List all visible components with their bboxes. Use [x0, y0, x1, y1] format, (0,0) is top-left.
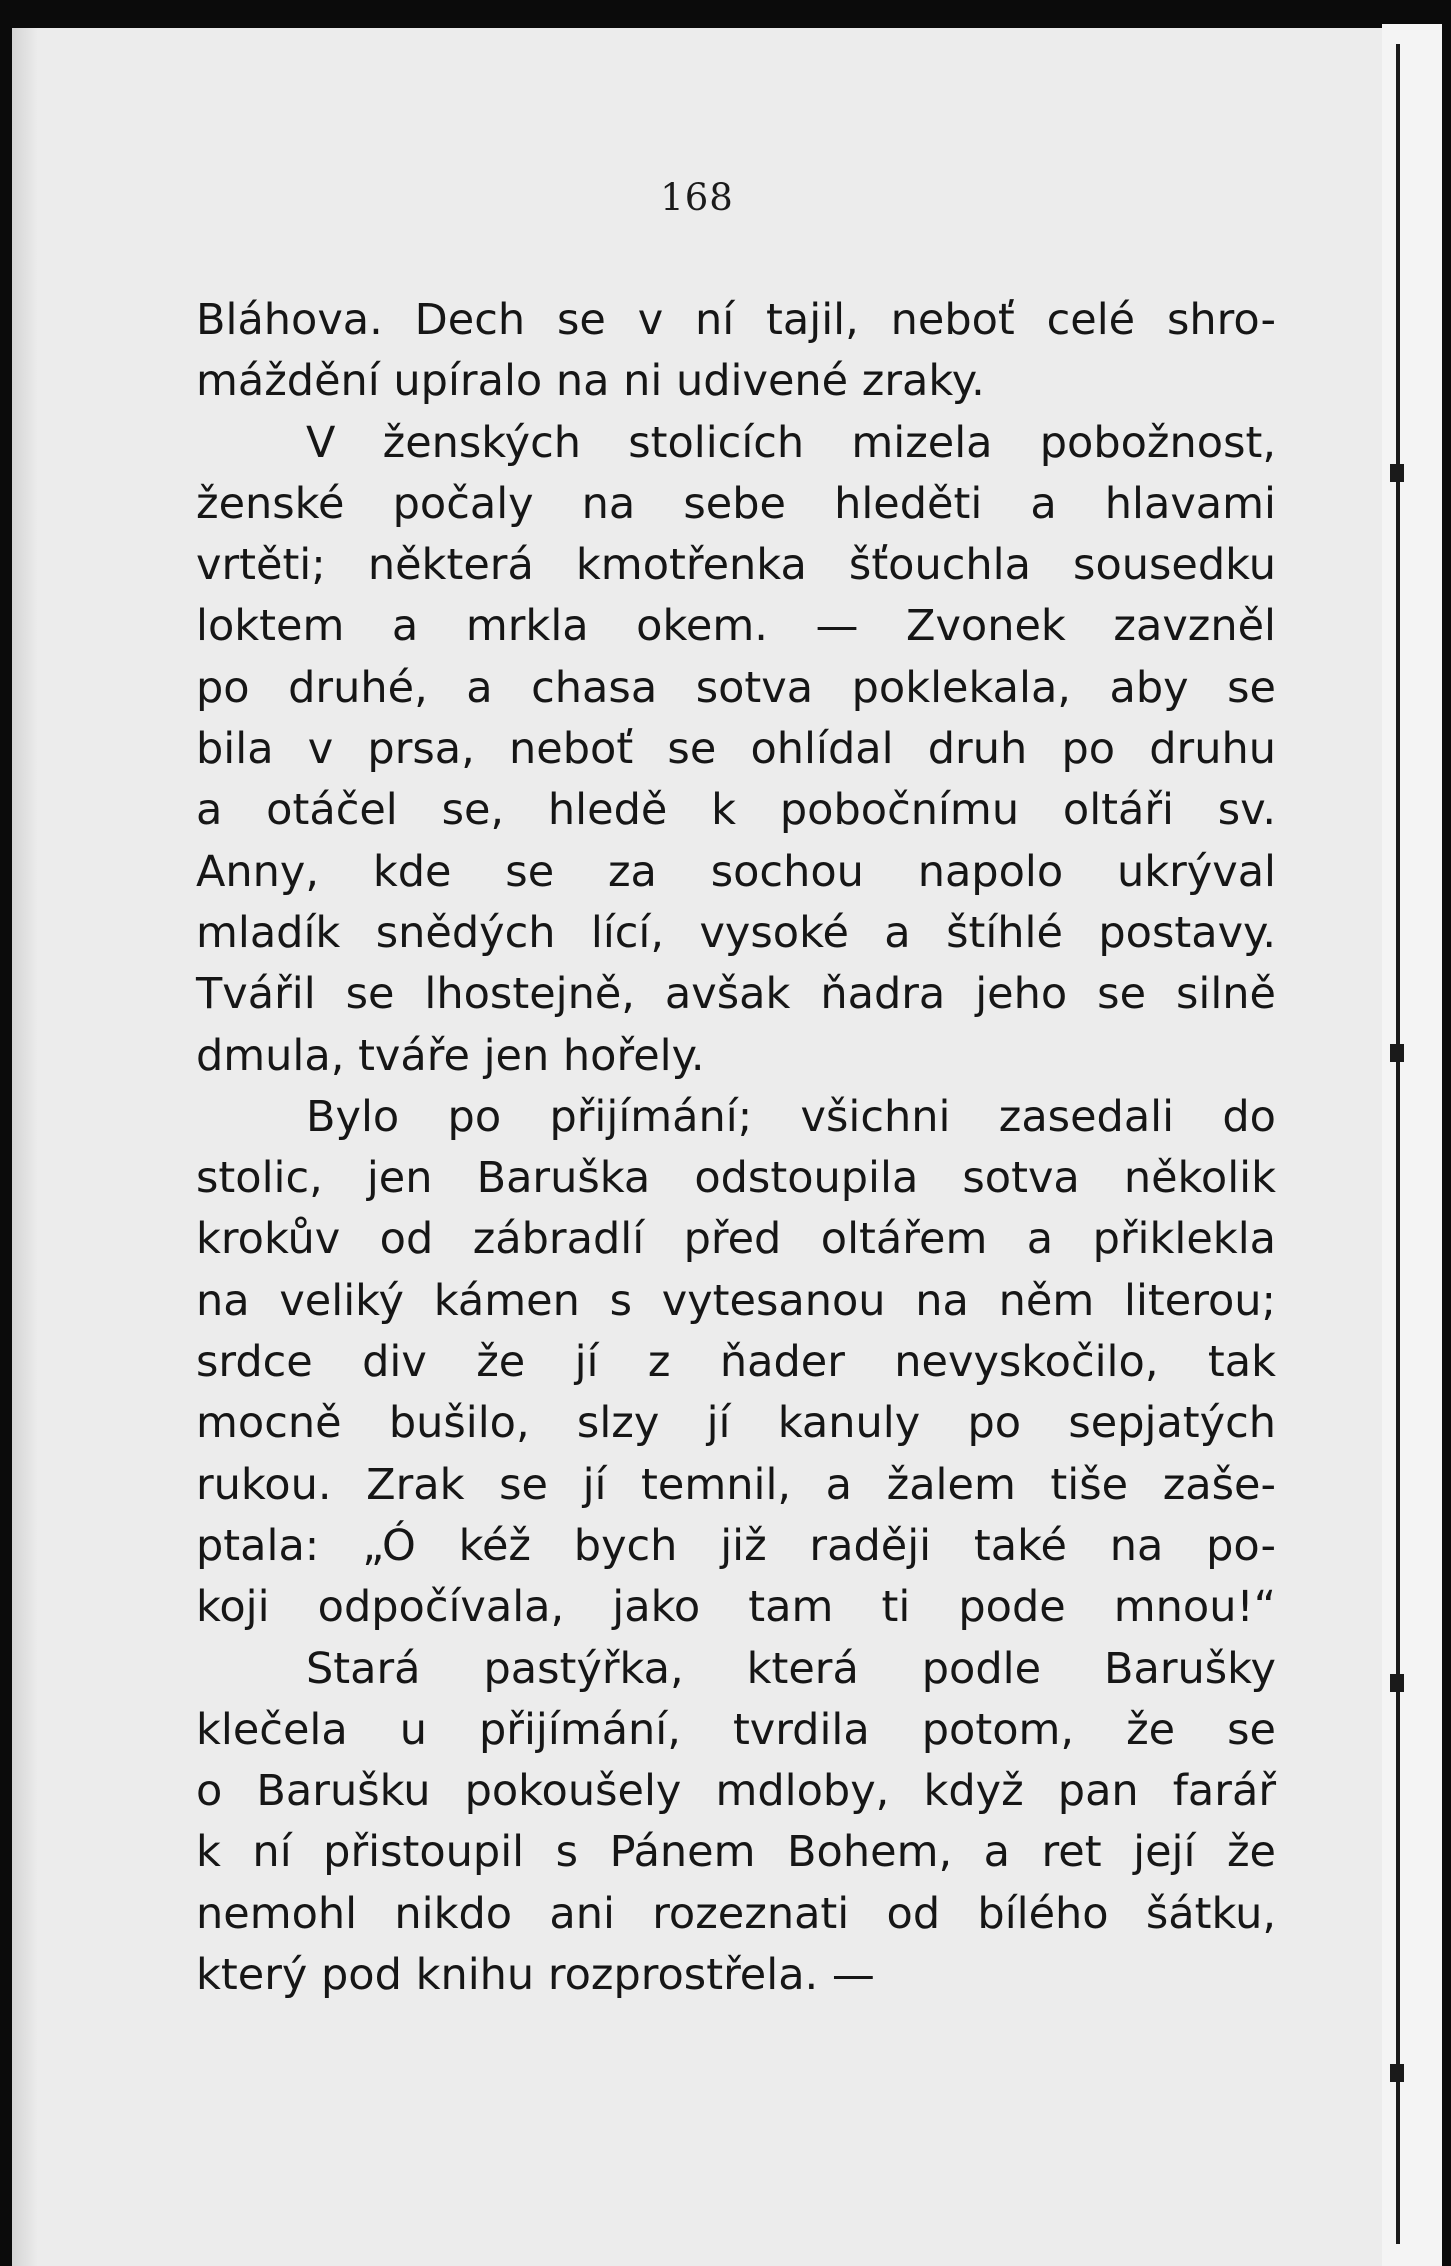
text-line: který pod knihu rozprostřela. — — [196, 1950, 875, 2001]
gutter-shadow — [12, 28, 38, 2266]
text-line: dmula, tváře jen hořely. — [196, 1030, 705, 1081]
text-line: mladík snědých lící, vysoké a štíhlé postavy. — [196, 907, 1276, 958]
text-line: srdce div že jí z ňader nevyskočilo, tak — [196, 1337, 1276, 1388]
text-line: bila v prsa, neboť se ohlídal druh po druhu — [196, 724, 1276, 775]
edge-notch — [1390, 464, 1404, 482]
edge-notch — [1390, 2064, 1404, 2082]
text-line: stolic, jen Baruška odstoupila sotva několik — [196, 1153, 1276, 1204]
body-text — [196, 290, 1276, 2006]
text-line: ptala: „Ó kéž bych již raději také na po- — [196, 1520, 1276, 1571]
text-line: rukou. Zrak se jí temnil, a žalem tiše zaše- — [196, 1459, 1276, 1510]
text-line: máždění upíralo na ni udivené zraky. — [196, 356, 985, 407]
page-number: 168 — [660, 176, 734, 219]
text-line: a otáčel se, hledě k pobočnímu oltáři sv. — [196, 785, 1276, 836]
text-line: Bláhova. Dech se v ní tajil, neboť celé shro- — [196, 295, 1276, 345]
text-line: Bylo po přijímání; všichni zasedali do — [306, 1091, 1276, 1142]
text-line: klečela u přijímání, tvrdila potom, že se — [196, 1704, 1276, 1755]
text-line: krokův od zábradlí před oltářem a přiklekla — [196, 1214, 1276, 1265]
text-line: ženské počaly na sebe hleděti a hlavami — [196, 478, 1276, 529]
book-page — [12, 28, 1382, 2266]
text-line: po druhé, a chasa sotva poklekala, aby se — [196, 662, 1276, 713]
text-line: vrtěti; některá kmotřenka šťouchla sousedku — [196, 540, 1276, 591]
text-line: Tvářil se lhostejně, avšak ňadra jeho se silně — [196, 969, 1276, 1020]
page-edge-strip — [1382, 24, 1442, 2266]
text-line: Stará pastýřka, která podle Barušky — [306, 1643, 1276, 1694]
text-line: koji odpočívala, jako tam ti pode mnou!“ — [196, 1582, 1276, 1633]
text-line: V ženských stolicích mizela pobožnost, — [306, 417, 1276, 468]
text-line: o Barušku pokoušely mdloby, když pan farář — [196, 1766, 1276, 1817]
text-line: loktem a mrkla okem. — Zvonek zavzněl — [196, 601, 1276, 652]
text-line: na veliký kámen s vytesanou na něm literou; — [196, 1275, 1276, 1326]
text-line: mocně bušilo, slzy jí kanuly po sepjatých — [196, 1398, 1276, 1449]
text-line: Anny, kde se za sochou napolo ukrýval — [196, 846, 1276, 897]
edge-notch — [1390, 1674, 1404, 1692]
text-line: nemohl nikdo ani rozeznati od bílého šátku, — [196, 1888, 1276, 1939]
text-line: k ní přistoupil s Pánem Bohem, a ret její že — [196, 1827, 1276, 1878]
edge-rule — [1396, 44, 1400, 2244]
edge-notch — [1390, 1044, 1404, 1062]
